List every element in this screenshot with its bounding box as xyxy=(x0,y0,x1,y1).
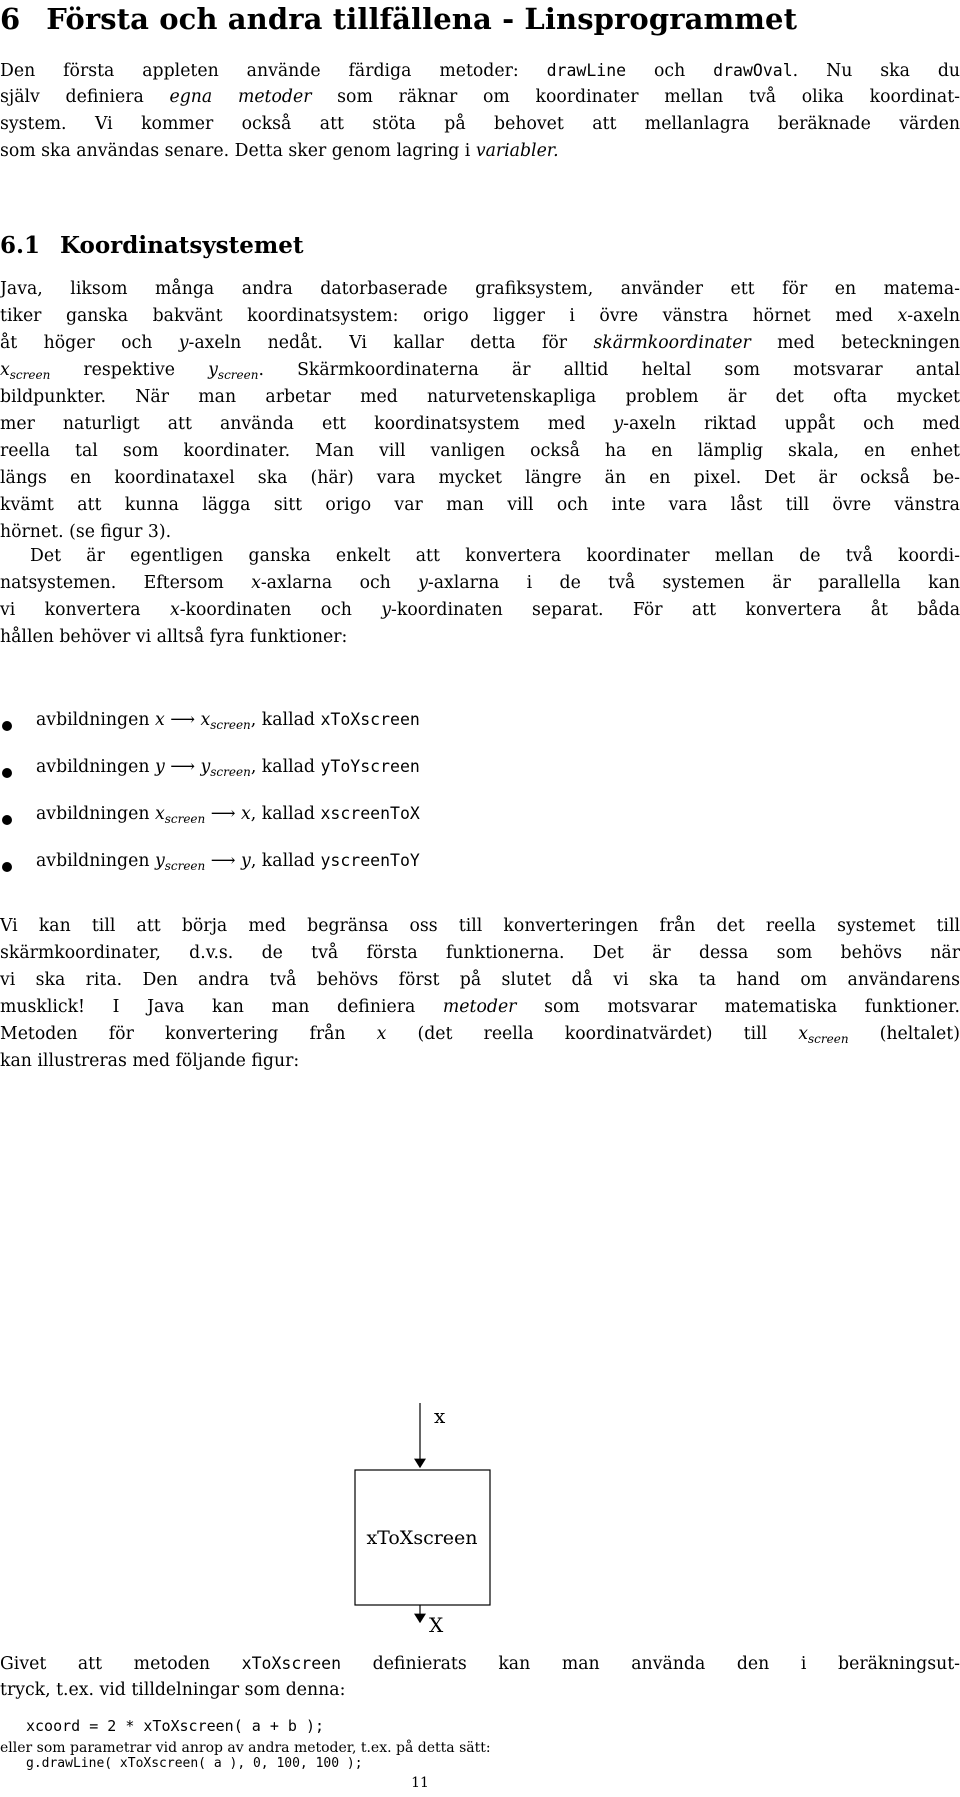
intro-line-3: system. Vi kommer också att stöta på behovet att mellanlagra beräknade värden xyxy=(0,114,960,134)
bullet-icon xyxy=(2,815,12,825)
code-example-2: g.drawLine( xToXscreen( a ), 0, 100, 100 ); xyxy=(26,1756,363,1771)
p1-line-10: hörnet. (se figur 3). xyxy=(0,522,172,542)
p1-line-3: åt höger och y-axeln nedåt. Vi kallar detta för skärmkoordinater med beteckningen xyxy=(0,333,960,353)
p2-line-4: hållen behöver vi alltså fyra funktioner: xyxy=(0,627,348,647)
chapter-heading xyxy=(0,2,797,36)
intro-paragraph xyxy=(0,57,960,165)
code-xscreentox: xscreenToX xyxy=(320,804,420,823)
p3-line-5: Metoden för konvertering från x (det reella koordinatvärdet) till $x_{screen}$ (heltalet) xyxy=(0,1024,960,1046)
p1-line-8: längs en koordinataxel ska (här) vara mycket längre än en pixel. Det är också be- xyxy=(0,468,960,488)
paragraph-methods xyxy=(0,913,960,1075)
paragraph-params: eller som parametrar vid anrop av andra metoder, t.ex. på detta sätt: xyxy=(0,1740,491,1756)
p1-line-7: reella tal som koordinater. Man vill vanligen också ha en lämplig skala, en enhet xyxy=(0,441,960,461)
p3-line-1: Vi kan till att börja med begränsa oss till konverteringen från det reella systemet till xyxy=(0,916,960,936)
p2-line-1: Det är egentligen ganska enkelt att konvertera koordinater mellan de två koordi- xyxy=(30,546,960,566)
p4-line-2: tryck, t.ex. vid tilldelningar som denna: xyxy=(0,1680,346,1700)
chapter-number: 6 xyxy=(0,2,21,36)
xtoxscreen-diagram xyxy=(340,1395,540,1625)
paragraph-conversion xyxy=(0,543,960,651)
document-page: 6 Första och andra tillfällena - Linsprogrammet Den första appleten använde färdiga metoder: drawLine och drawOval. Nu ska du själv definiera egna metoder som räknar om koordinater mellan två olika koordinat- system. Vi kommer också att stöta på behovet att mellanlagra beräknade värden som ska användas senare. Detta sker genom lagring i variabler. 6.1 Koordinatsystemet Java, liksom många andra datorbaserade grafiksystem, använder ett för en matema- tiker ganska bakvänt koordinatsystem: origo ligger i övre vänstra hörnet med x-axeln åt höger och y-axeln nedåt. Vi kallar detta för skärmkoordinater med beteckningen $x_{screen}$ respektive $y_{screen}$. Skärmkoordinaterna är alltid heltal som motsvarar antal bildpunkter. När man arbetar med naturvetenskapliga problem är det ofta mycket mer naturligt att använda ett koordinatsystem med y-axeln riktad uppåt och med reella tal som koordinater. Man vill vanligen också ha en lämplig skala, en enhet längs en koordinataxel ska (här) vara mycket längre än en pixel. Det är också be- kvämt att kunna lägga sitt origo var man vill och inte vara låst till övre vänstra hörnet. (se figur 3). Det är egentligen ganska enkelt att konvertera koordinater mellan de två koordi- natsystemen. Eftersom x-axlarna och y-axlarna i de två systemen är parallella kan vi konvertera x-koordinaten och y-koordinaten separat. För att konvertera åt båda hållen behöver vi alltså fyra funktioner: avbildningen x ⟶ $x_{screen}$, kallad xToXscreen avbildningen y ⟶ $y_{screen}$, kallad yToYscreen avbildningen $x_{screen}$ ⟶ x, kallad xscreenToX avbildningen $y_{screen}$ ⟶ y, kallad yscreenToY Vi kan till att börja med begränsa oss till konverteringen från det reella systemet till skärmkoordinater, d.v.s. de två första funktionerna. Det är dessa som behövs när vi ska rita. Den andra två behövs först på slutet då vi ska ta hand om användarens musklick! I Java kan man definiera metoder som motsvarar matematiska funktioner. Metoden för konvertering från x (det reella koordinatvärdet) till $x_{screen}$ (heltalet) kan illustreras med följande figur: x xToXscreen X Givet att metoden xToXscreen definierats kan man använda den i beräkningsut- tryck, t.ex. vid tilldelningar som denna: xcoord = 2 * xToXscreen( a + b ); eller som parametrar vid anrop av andra metoder, t.ex. på detta sätt: g.drawLine( xToXscreen( a ), 0, 100, 100 ); 11 xyxy=(0,2,960,1791)
paragraph-usage xyxy=(0,1650,960,1704)
diagram-box-label: xToXscreen xyxy=(366,1527,478,1549)
intro-line-4: som ska användas senare. Detta sker genom lagring i variabler. xyxy=(0,141,559,161)
p3-line-2: skärmkoordinater, d.v.s. de två första funktionerna. Det är dessa som behövs när xyxy=(0,943,960,963)
p2-line-2: natsystemen. Eftersom x-axlarna och y-axlarna i de två systemen är parallella kan xyxy=(0,573,960,593)
intro-line-2: själv definiera egna metoder som räknar om koordinater mellan två olika koordinat- xyxy=(0,87,960,107)
chapter-title: Första och andra tillfällena - Linsprogrammet xyxy=(46,2,798,36)
section-number: 6.1 xyxy=(0,232,41,259)
paragraph-coordinates xyxy=(0,276,960,546)
diagram-input-label: x xyxy=(434,1404,446,1428)
bullet-icon xyxy=(2,768,12,778)
section-title: Koordinatsystemet xyxy=(60,232,304,259)
p1-line-4: $x_{screen}$ respektive $y_{screen}$. Skärmkoordinaterna är alltid heltal som motsvarar antal xyxy=(0,360,960,382)
code-drawline: drawLine xyxy=(546,61,627,80)
section-heading xyxy=(0,232,303,259)
p1-line-9: kvämt att kunna lägga sitt origo var man vill och inte vara låst till övre vänstra xyxy=(0,495,960,515)
page-number: 11 xyxy=(411,1775,429,1791)
code-yscreentoy: yscreenToY xyxy=(320,851,420,870)
bullet-icon xyxy=(2,862,12,872)
p3-line-3: vi ska rita. Den andra två behövs först på slutet då vi ska ta hand om användarens xyxy=(0,970,960,990)
code-xtoxscreen: xToXscreen xyxy=(320,710,420,729)
p1-line-2: tiker ganska bakvänt koordinatsystem: origo ligger i övre vänstra hörnet med x-axeln xyxy=(0,306,960,326)
p1-line-5: bildpunkter. När man arbetar med naturvetenskapliga problem är det ofta mycket xyxy=(0,387,960,407)
code-ytoyscreen: yToYscreen xyxy=(320,757,420,776)
bullet-icon xyxy=(2,721,12,731)
p1-line-1: Java, liksom många andra datorbaserade grafiksystem, använder ett för en matema- xyxy=(0,279,960,299)
code-example-1: xcoord = 2 * xToXscreen( a + b ); xyxy=(26,1717,325,1735)
diagram-output-label: X xyxy=(429,1613,444,1637)
p2-line-3: vi konvertera x-koordinaten och y-koordinaten separat. För att konvertera åt båda xyxy=(0,600,960,620)
code-drawoval: drawOval xyxy=(713,61,793,80)
p3-line-6: kan illustreras med följande figur: xyxy=(0,1051,300,1071)
code-xtoxscreen-inline: xToXscreen xyxy=(241,1654,342,1673)
p3-line-4: musklick! I Java kan man definiera metoder som motsvarar matematiska funktioner. xyxy=(0,997,960,1017)
intro-line-1: Den första appleten använde färdiga metoder: drawLine och drawOval. Nu ska du xyxy=(0,61,960,81)
p1-line-6: mer naturligt att använda ett koordinatsystem med y-axeln riktad uppåt och med xyxy=(0,414,960,434)
p4-line-1: Givet att metoden xToXscreen definierats kan man använda den i beräkningsut- xyxy=(0,1654,960,1674)
